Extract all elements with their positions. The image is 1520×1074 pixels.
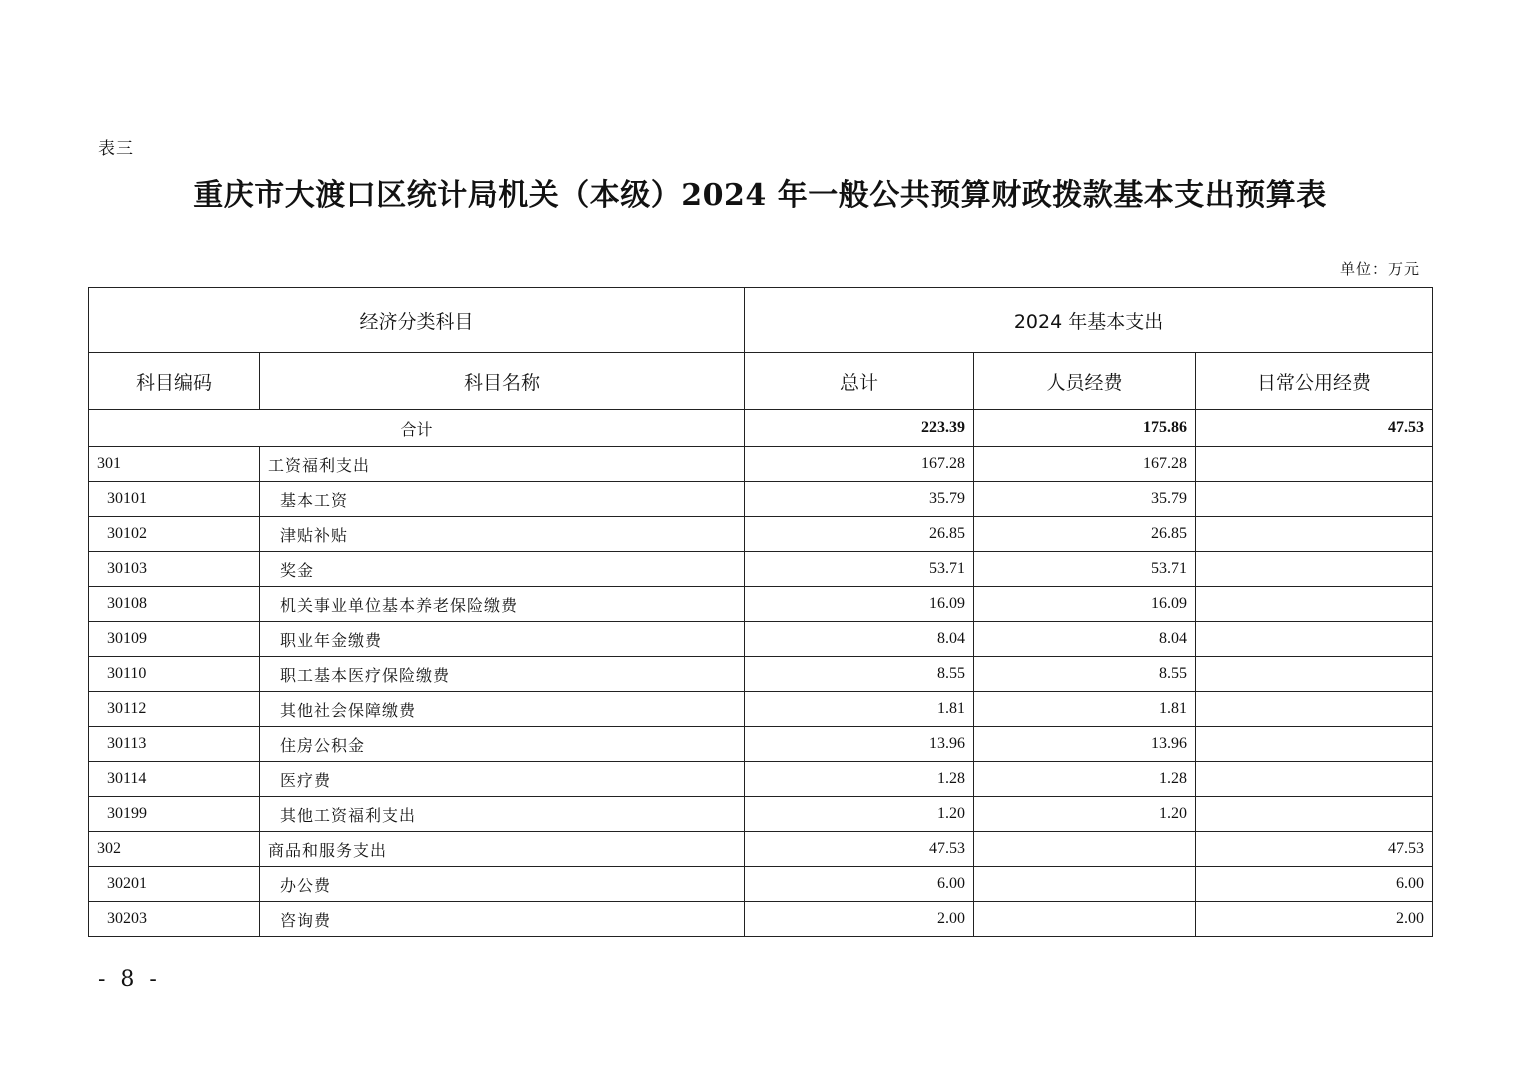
public-expense-cell: 2.00 [1196,902,1433,937]
table-row [89,587,1433,622]
total-cell: 8.04 [745,622,974,657]
subject-code-cell: 30108 [89,587,260,622]
unit-label: 单位：万元 [1339,260,1420,278]
header-total: 总计 [745,353,974,410]
table-row [89,902,1433,937]
total-personnel: 175.86 [974,410,1196,447]
subject-code-cell: 30203 [89,902,260,937]
personnel-expense-cell [974,867,1196,902]
table-row [89,867,1433,902]
table-row [89,482,1433,517]
table-row [89,797,1433,832]
subject-name-cell: 职业年金缴费 [260,622,745,657]
total-cell: 47.53 [745,832,974,867]
personnel-expense-cell: 26.85 [974,517,1196,552]
total-cell: 53.71 [745,552,974,587]
subject-code-cell: 30113 [89,727,260,762]
public-expense-cell: 6.00 [1196,867,1433,902]
subject-code-cell: 30101 [89,482,260,517]
subject-name-cell: 基本工资 [260,482,745,517]
personnel-expense-cell [974,902,1196,937]
total-cell: 1.81 [745,692,974,727]
table-row [89,762,1433,797]
total-cell: 35.79 [745,482,974,517]
public-expense-cell [1196,657,1433,692]
total-amount: 223.39 [745,410,974,447]
public-expense-cell [1196,692,1433,727]
personnel-expense-cell: 16.09 [974,587,1196,622]
public-expense-cell [1196,482,1433,517]
public-expense-cell [1196,587,1433,622]
header-subject-name: 科目名称 [260,353,745,410]
personnel-expense-cell: 167.28 [974,447,1196,482]
subject-name-cell: 办公费 [260,867,745,902]
subject-code-cell: 30199 [89,797,260,832]
table-row [89,517,1433,552]
public-expense-cell [1196,622,1433,657]
budget-table [88,287,1433,937]
table-row [89,447,1433,482]
subject-code-cell: 30103 [89,552,260,587]
personnel-expense-cell: 1.28 [974,762,1196,797]
public-expense-cell [1196,762,1433,797]
total-cell: 6.00 [745,867,974,902]
subject-name-cell: 其他工资福利支出 [260,797,745,832]
public-expense-cell [1196,552,1433,587]
table-row [89,692,1433,727]
table-label: 表三 [98,139,134,159]
subject-name-cell: 奖金 [260,552,745,587]
subject-code-cell: 30201 [89,867,260,902]
subject-name-cell: 工资福利支出 [260,447,745,482]
total-cell: 26.85 [745,517,974,552]
total-cell: 16.09 [745,587,974,622]
header-subject-code: 科目编码 [89,353,260,410]
subject-name-cell: 津贴补贴 [260,517,745,552]
total-cell: 13.96 [745,727,974,762]
header-basic-expenditure: 2024 年基本支出 [745,288,1433,353]
public-expense-cell [1196,797,1433,832]
table-row [89,622,1433,657]
page-number: - 8 - [98,967,161,992]
public-expense-cell: 47.53 [1196,832,1433,867]
subject-name-cell: 商品和服务支出 [260,832,745,867]
subject-code-cell: 30112 [89,692,260,727]
table-row [89,552,1433,587]
personnel-expense-cell: 13.96 [974,727,1196,762]
personnel-expense-cell: 35.79 [974,482,1196,517]
document-title: 重庆市大渡口区统计局机关（本级）2024 年一般公共预算财政拨款基本支出预算表 [193,178,1327,213]
subject-code-cell: 30110 [89,657,260,692]
subject-name-cell: 医疗费 [260,762,745,797]
total-cell: 1.20 [745,797,974,832]
subject-code-cell: 30114 [89,762,260,797]
header-public-expense: 日常公用经费 [1196,353,1433,410]
total-cell: 167.28 [745,447,974,482]
total-cell: 2.00 [745,902,974,937]
public-expense-cell [1196,517,1433,552]
total-public: 47.53 [1196,410,1433,447]
subject-name-cell: 其他社会保障缴费 [260,692,745,727]
header-group-row [89,288,1433,353]
public-expense-cell [1196,727,1433,762]
total-cell: 8.55 [745,657,974,692]
personnel-expense-cell: 8.04 [974,622,1196,657]
total-row [89,410,1433,447]
subject-code-cell: 302 [89,832,260,867]
table-row [89,657,1433,692]
subject-name-cell: 咨询费 [260,902,745,937]
total-label: 合计 [89,410,745,447]
subject-name-cell: 住房公积金 [260,727,745,762]
personnel-expense-cell: 1.81 [974,692,1196,727]
total-cell: 1.28 [745,762,974,797]
subject-code-cell: 301 [89,447,260,482]
personnel-expense-cell: 1.20 [974,797,1196,832]
header-economic-category: 经济分类科目 [89,288,745,353]
header-column-row [89,353,1433,410]
table-row [89,832,1433,867]
subject-code-cell: 30102 [89,517,260,552]
subject-name-cell: 职工基本医疗保险缴费 [260,657,745,692]
header-personnel-expense: 人员经费 [974,353,1196,410]
public-expense-cell [1196,447,1433,482]
personnel-expense-cell: 53.71 [974,552,1196,587]
personnel-expense-cell [974,832,1196,867]
subject-name-cell: 机关事业单位基本养老保险缴费 [260,587,745,622]
subject-code-cell: 30109 [89,622,260,657]
personnel-expense-cell: 8.55 [974,657,1196,692]
table-row [89,727,1433,762]
